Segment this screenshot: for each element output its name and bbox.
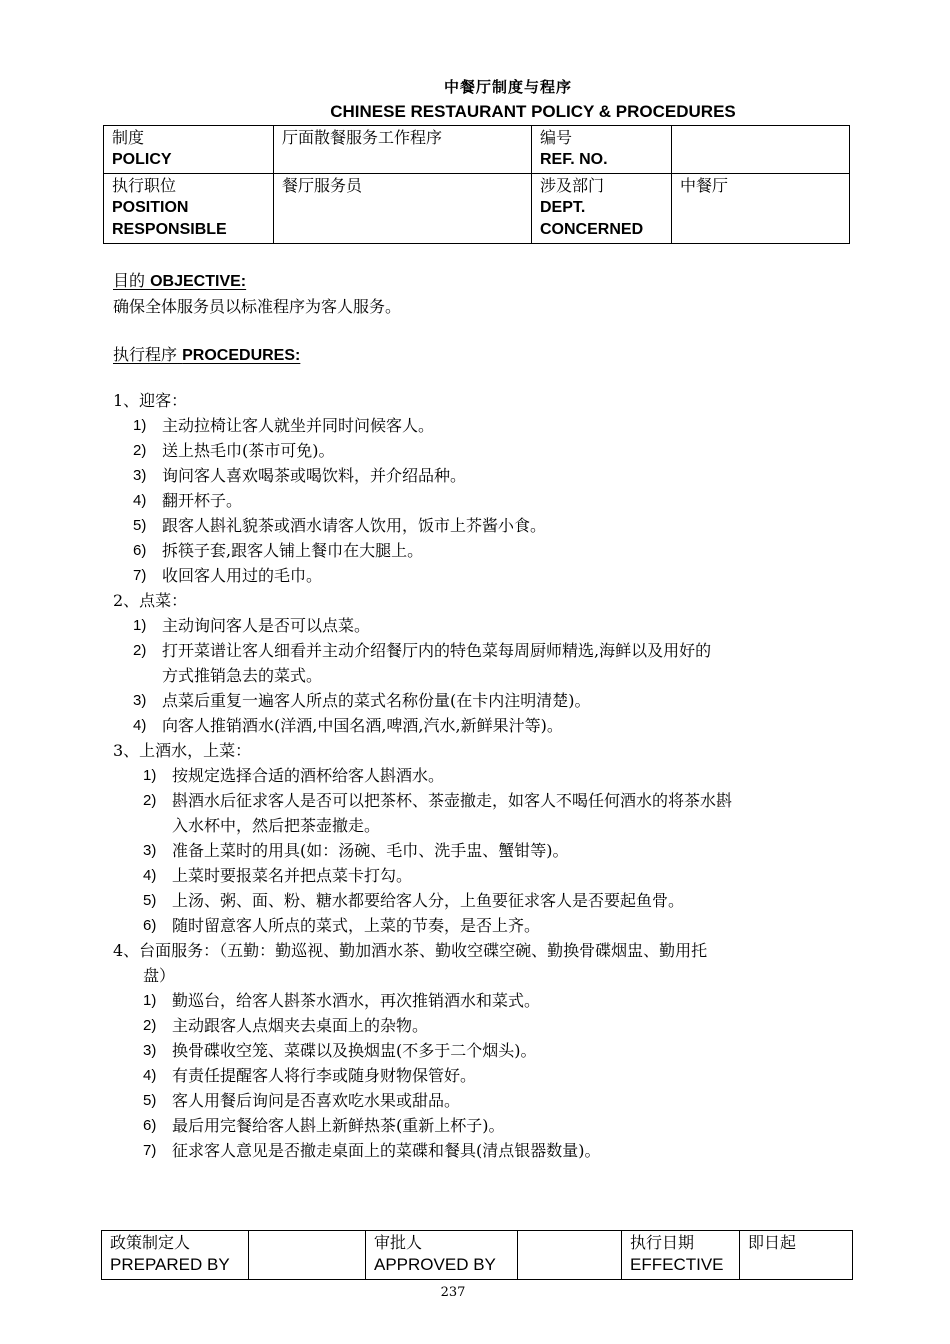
- section-title: 2、点菜：: [113, 591, 188, 610]
- item-number: 4): [143, 1067, 157, 1084]
- objective-label-en: OBJECTIVE:: [150, 273, 247, 290]
- objective-text: 确保全体服务员以标准程序为客人服务。: [113, 297, 402, 316]
- list-item: [113, 638, 843, 688]
- objective-label-cn: 目的: [113, 271, 146, 290]
- header-row-position: [104, 174, 850, 244]
- item-number: 5): [143, 1092, 157, 1109]
- dept-label-en-1: DEPT.: [540, 199, 586, 216]
- item-text: 勤巡台，给客人斟茶水酒水，再次推销酒水和菜式。: [172, 991, 541, 1010]
- item-number: 5): [133, 517, 147, 534]
- item-number: 4): [143, 867, 157, 884]
- item-number: 3): [133, 692, 147, 709]
- item-text: 主动拉椅让客人就坐并同时问候客人。: [162, 416, 435, 435]
- effective-value-cell: [740, 1231, 853, 1280]
- list-item: [113, 788, 843, 838]
- item-number: 2): [143, 792, 157, 809]
- item-number: 4): [133, 717, 147, 734]
- item-text: 准备上菜时的用具(如：汤碗、毛巾、洗手盅、蟹钳等)。: [172, 841, 569, 860]
- policy-header-table: [103, 125, 850, 244]
- item-text: 拆筷子套,跟客人铺上餐巾在大腿上。: [162, 541, 424, 560]
- title-english: CHINESE RESTAURANT POLICY & PROCEDURES: [330, 102, 736, 121]
- prepared-label-cell: [102, 1231, 249, 1280]
- list-item: [113, 713, 843, 738]
- footer-row: [102, 1231, 853, 1280]
- item-number: 1): [133, 617, 147, 634]
- item-text: 斟酒水后征求客人是否可以把茶杯、茶壶撤走，如客人不喝任何酒水的将茶水斟: [172, 791, 733, 810]
- ref-label-en: REF. NO.: [540, 151, 608, 168]
- item-number: 3): [143, 842, 157, 859]
- prepared-label-cn: 政策制定人: [110, 1233, 191, 1252]
- dept-value-cell: [672, 174, 850, 244]
- approved-label-cn: 审批人: [374, 1233, 423, 1252]
- ref-label-cn: 编号: [540, 128, 573, 147]
- list-item: [113, 513, 843, 538]
- position-label-cell: [104, 174, 274, 244]
- policy-label-cell: [104, 126, 274, 174]
- item-text: 客人用餐后询问是否喜欢吃水果或甜品。: [172, 1091, 461, 1110]
- effective-value: 即日起: [748, 1233, 797, 1252]
- section-title: [113, 938, 843, 988]
- position-value: 餐厅服务员: [282, 176, 363, 195]
- approved-label-en: APPROVED BY: [374, 1255, 496, 1274]
- item-text: 换骨碟收空笼、菜碟以及换烟盅(不多于二个烟头)。: [172, 1041, 537, 1060]
- list-item: [113, 463, 843, 488]
- list-item: [113, 613, 843, 638]
- item-text: 送上热毛巾(茶市可免)。: [162, 441, 335, 460]
- item-text: 按规定选择合适的酒杯给客人斟酒水。: [172, 766, 445, 785]
- list-item: [113, 1038, 843, 1063]
- item-number: 3): [143, 1042, 157, 1059]
- item-number: 2): [133, 642, 147, 659]
- item-text: 最后用完餐给客人斟上新鲜热茶(重新上杯子)。: [172, 1116, 505, 1135]
- position-label-cn: 执行职位: [112, 176, 177, 195]
- list-item: [113, 763, 843, 788]
- item-number: 2): [143, 1017, 157, 1034]
- list-item: [113, 413, 843, 438]
- ref-label-cell: [532, 126, 672, 174]
- procedures-content: [113, 388, 843, 1163]
- item-number: 7): [133, 567, 147, 584]
- item-text-continued: 方式推销急去的菜式。: [162, 666, 323, 685]
- item-number: 3): [133, 467, 147, 484]
- prepared-label-en: PREPARED BY: [110, 1255, 230, 1274]
- approved-label-cell: [366, 1231, 518, 1280]
- list-item: [113, 1063, 843, 1088]
- procedure-section-2: [113, 588, 843, 738]
- list-item: [113, 988, 843, 1013]
- list-item: [113, 563, 843, 588]
- effective-label-en: EFFECTIVE: [630, 1255, 724, 1274]
- item-text: 有责任提醒客人将行李或随身财物保管好。: [172, 1066, 477, 1085]
- effective-label-cn: 执行日期: [630, 1233, 695, 1252]
- list-item: [113, 538, 843, 563]
- item-number: 2): [133, 442, 147, 459]
- list-item: [113, 438, 843, 463]
- item-text: 向客人推销酒水(洋酒,中国名酒,啤酒,汽水,新鲜果汁等)。: [162, 716, 563, 735]
- page-number: 237: [440, 1285, 466, 1300]
- list-item: [113, 1138, 843, 1163]
- procedure-section-3: [113, 738, 843, 938]
- item-text: 主动询问客人是否可以点菜。: [162, 616, 371, 635]
- item-number: 6): [143, 917, 157, 934]
- procedures-label-en: PROCEDURES:: [182, 347, 301, 364]
- item-number: 5): [143, 892, 157, 909]
- dept-label-en-2: CONCERNED: [540, 221, 644, 238]
- dept-label-cn: 涉及部门: [540, 176, 605, 195]
- list-item: [113, 863, 843, 888]
- procedure-section-4: [113, 938, 843, 1163]
- policy-value-cell: [274, 126, 532, 174]
- item-text: 上菜时要报菜名并把点菜卡打勾。: [172, 866, 413, 885]
- item-number: 7): [143, 1142, 157, 1159]
- list-item: [113, 1013, 843, 1038]
- list-item: [113, 838, 843, 863]
- item-text: 征求客人意见是否撤走桌面上的菜碟和餐具(清点银器数量)。: [172, 1141, 601, 1160]
- item-text: 上汤、粥、面、粉、糖水都要给客人分，上鱼要征求客人是否要起鱼骨。: [172, 891, 685, 910]
- item-text: 翻开杯子。: [162, 491, 243, 510]
- section-title: 3、上酒水，上菜：: [113, 741, 252, 760]
- list-item: [113, 688, 843, 713]
- list-item: [113, 913, 843, 938]
- position-label-en-2: RESPONSIBLE: [112, 221, 227, 238]
- title-chinese: 中餐厅制度与程序: [443, 78, 572, 96]
- item-text: 主动跟客人点烟夹去桌面上的杂物。: [172, 1016, 429, 1035]
- effective-label-cell: [622, 1231, 740, 1280]
- item-text: 询问客人喜欢喝茶或喝饮料，并介绍品种。: [162, 466, 467, 485]
- item-number: 4): [133, 492, 147, 509]
- list-item: [113, 888, 843, 913]
- procedures-label-cn: 执行程序: [113, 345, 178, 364]
- position-label-en-1: POSITION: [112, 199, 189, 216]
- list-item: [113, 488, 843, 513]
- position-value-cell: [274, 174, 532, 244]
- item-text: 随时留意客人所点的菜式，上菜的节奏，是否上齐。: [172, 916, 541, 935]
- approval-footer-table: [101, 1230, 853, 1280]
- prepared-value-cell: [249, 1231, 366, 1280]
- dept-value: 中餐厅: [680, 176, 729, 195]
- item-text: 收回客人用过的毛巾。: [162, 566, 323, 585]
- section-title-line-1: 4、台面服务：（五勤：勤巡视、勤加酒水茶、勤收空碟空碗、勤换骨碟烟盅、勤用托: [113, 941, 708, 960]
- item-number: 6): [133, 542, 147, 559]
- item-text-continued: 入水杯中，然后把茶壶撤走。: [172, 816, 381, 835]
- item-number: 6): [143, 1117, 157, 1134]
- item-text: 跟客人斟礼貌茶或酒水请客人饮用，饭市上芥酱小食。: [162, 516, 547, 535]
- item-number: 1): [133, 417, 147, 434]
- item-text: 点菜后重复一遍客人所点的菜式名称份量(在卡内注明清楚)。: [162, 691, 591, 710]
- policy-label-en: POLICY: [112, 151, 172, 168]
- procedures-heading: [113, 342, 300, 365]
- item-text: 打开菜谱让客人细看并主动介绍餐厅内的特色菜每周厨师精选,海鲜以及用好的: [162, 641, 712, 660]
- approved-value-cell: [518, 1231, 622, 1280]
- policy-value: 厅面散餐服务工作程序: [282, 128, 443, 147]
- item-number: 1): [143, 767, 157, 784]
- section-title: 1、迎客：: [113, 391, 188, 410]
- objective-heading: [113, 268, 246, 291]
- item-number: 1): [143, 992, 157, 1009]
- procedure-section-1: [113, 388, 843, 588]
- dept-label-cell: [532, 174, 672, 244]
- policy-label-cn: 制度: [112, 128, 145, 147]
- ref-value-cell: [672, 126, 850, 174]
- list-item: [113, 1088, 843, 1113]
- list-item: [113, 1113, 843, 1138]
- header-row-policy: [104, 126, 850, 174]
- section-title-line-2: 盘）: [143, 966, 176, 985]
